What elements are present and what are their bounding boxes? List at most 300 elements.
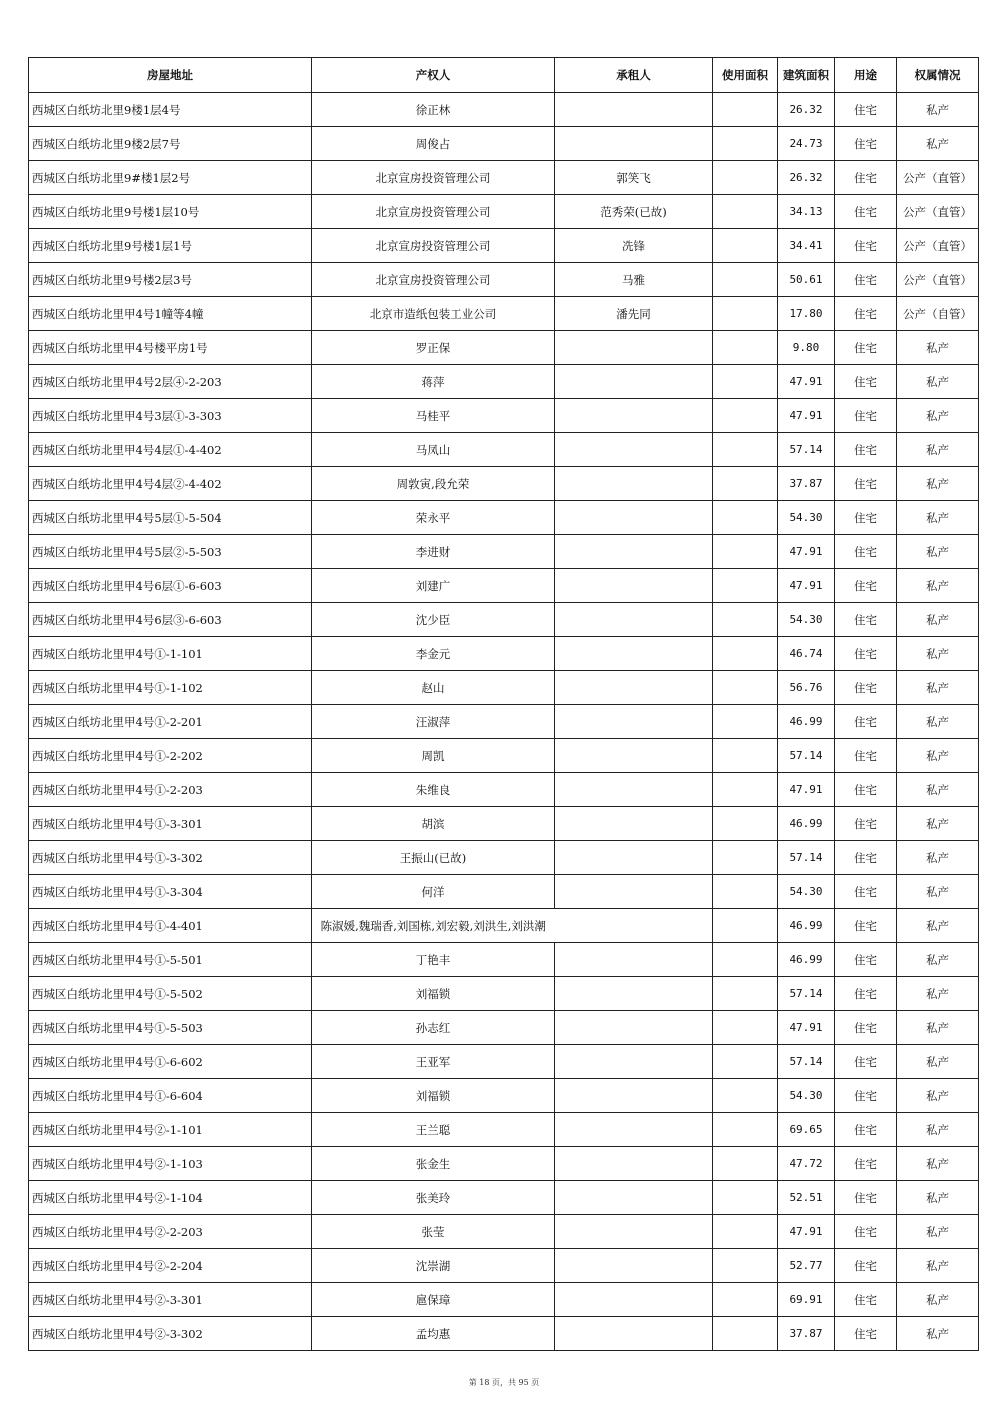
owner-cell: 马桂平 [312,399,555,433]
address-cell: 西城区白纸坊北里甲4号6层①-6-603 [29,569,312,603]
build-area-cell: 57.14 [778,977,835,1011]
use-area-cell [713,365,778,399]
address-cell: 西城区白纸坊北里甲4号①-3-301 [29,807,312,841]
usage-cell: 住宅 [835,977,897,1011]
header-row [29,58,979,93]
rights-cell: 私产 [897,1113,979,1147]
rights-cell: 私产 [897,1283,979,1317]
build-area-cell: 52.77 [778,1249,835,1283]
use-area-cell [713,297,778,331]
build-area-cell: 9.80 [778,331,835,365]
address-cell: 西城区白纸坊北里甲4号②-2-204 [29,1249,312,1283]
owner-cell: 北京市造纸包装工业公司 [312,297,555,331]
address-cell: 西城区白纸坊北里甲4号①-1-102 [29,671,312,705]
tenant-cell: 郭笑飞 [555,161,713,195]
owner-cell: 周敦寅,段允荣 [312,467,555,501]
address-cell: 西城区白纸坊北里甲4号5层①-5-504 [29,501,312,535]
rights-cell: 私产 [897,909,979,943]
address-cell: 西城区白纸坊北里甲4号①-1-101 [29,637,312,671]
usage-cell: 住宅 [835,705,897,739]
table-row [29,807,979,841]
tenant-cell [555,1113,713,1147]
owner-cell: 刘福锁 [312,1079,555,1113]
rights-cell: 私产 [897,93,979,127]
use-area-cell [713,433,778,467]
rights-cell: 公产（直管） [897,195,979,229]
owner-cell: 马凤山 [312,433,555,467]
table-row [29,535,979,569]
usage-cell: 住宅 [835,943,897,977]
rights-cell: 公产（直管） [897,161,979,195]
address-cell: 西城区白纸坊北里9楼2层7号 [29,127,312,161]
column-header-address: 房屋地址 [29,58,312,93]
address-cell: 西城区白纸坊北里甲4号5层②-5-503 [29,535,312,569]
tenant-cell [555,501,713,535]
tenant-cell [555,399,713,433]
owner-cell: 北京宣房投资管理公司 [312,161,555,195]
tenant-cell [555,807,713,841]
usage-cell: 住宅 [835,127,897,161]
usage-cell: 住宅 [835,1249,897,1283]
address-cell: 西城区白纸坊北里甲4号①-2-202 [29,739,312,773]
rights-cell: 私产 [897,841,979,875]
use-area-cell [713,841,778,875]
owner-cell: 王振山(已故) [312,841,555,875]
table-row [29,1079,979,1113]
build-area-cell: 52.51 [778,1181,835,1215]
address-cell: 西城区白纸坊北里甲4号①-5-503 [29,1011,312,1045]
owner-cell: 胡滨 [312,807,555,841]
usage-cell: 住宅 [835,603,897,637]
usage-cell: 住宅 [835,501,897,535]
use-area-cell [713,535,778,569]
owner-cell: 陈淑媛,魏瑞香,刘国栋,刘宏毅,刘洪生,刘洪潮 [312,909,555,943]
use-area-cell [713,637,778,671]
use-area-cell [713,943,778,977]
owner-cell: 李金元 [312,637,555,671]
usage-cell: 住宅 [835,671,897,705]
page-footer: 第 18 页，共 95 页 [468,1378,540,1387]
use-area-cell [713,229,778,263]
tenant-cell [555,705,713,739]
build-area-cell: 47.91 [778,569,835,603]
usage-cell: 住宅 [835,739,897,773]
tenant-cell [555,365,713,399]
use-area-cell [713,671,778,705]
usage-cell: 住宅 [835,875,897,909]
use-area-cell [713,603,778,637]
owner-cell: 周凯 [312,739,555,773]
tenant-cell [555,569,713,603]
owner-cell: 罗正保 [312,331,555,365]
build-area-cell: 37.87 [778,467,835,501]
tenant-cell: 范秀荣(已故) [555,195,713,229]
table-row [29,1249,979,1283]
owner-cell: 北京宣房投资管理公司 [312,263,555,297]
column-header-use-area: 使用面积 [713,58,778,93]
usage-cell: 住宅 [835,433,897,467]
rights-cell: 私产 [897,399,979,433]
use-area-cell [713,1113,778,1147]
table-row [29,739,979,773]
build-area-cell: 54.30 [778,1079,835,1113]
tenant-cell [555,1011,713,1045]
rights-cell: 私产 [897,705,979,739]
table-row [29,1181,979,1215]
column-header-tenant: 承租人 [555,58,713,93]
tenant-cell [555,773,713,807]
tenant-cell [555,1181,713,1215]
use-area-cell [713,501,778,535]
tenant-cell [555,93,713,127]
address-cell: 西城区白纸坊北里甲4号②-1-103 [29,1147,312,1181]
address-cell: 西城区白纸坊北里甲4号6层③-6-603 [29,603,312,637]
use-area-cell [713,807,778,841]
table-row [29,1215,979,1249]
table-row [29,263,979,297]
usage-cell: 住宅 [835,1079,897,1113]
owner-cell: 周俊占 [312,127,555,161]
use-area-cell [713,1147,778,1181]
owner-cell: 徐正林 [312,93,555,127]
tenant-cell [555,637,713,671]
column-header-owner: 产权人 [312,58,555,93]
address-cell: 西城区白纸坊北里甲4号①-3-304 [29,875,312,909]
rights-cell: 私产 [897,603,979,637]
tenant-cell [555,1215,713,1249]
build-area-cell: 46.74 [778,637,835,671]
address-cell: 西城区白纸坊北里甲4号①-2-203 [29,773,312,807]
table-row [29,875,979,909]
usage-cell: 住宅 [835,229,897,263]
use-area-cell [713,909,778,943]
usage-cell: 住宅 [835,297,897,331]
use-area-cell [713,1011,778,1045]
owner-cell: 张莹 [312,1215,555,1249]
tenant-cell [555,331,713,365]
tenant-cell [555,535,713,569]
build-area-cell: 17.80 [778,297,835,331]
owner-cell: 朱维良 [312,773,555,807]
rights-cell: 私产 [897,739,979,773]
tenant-cell [555,467,713,501]
tenant-cell [555,875,713,909]
use-area-cell [713,195,778,229]
address-cell: 西城区白纸坊北里甲4号②-1-104 [29,1181,312,1215]
address-cell: 西城区白纸坊北里甲4号②-3-302 [29,1317,312,1351]
table-body [29,93,979,1351]
address-cell: 西城区白纸坊北里甲4号3层①-3-303 [29,399,312,433]
tenant-cell [555,977,713,1011]
rights-cell: 私产 [897,1181,979,1215]
rights-cell: 私产 [897,331,979,365]
address-cell: 西城区白纸坊北里甲4号楼平房1号 [29,331,312,365]
rights-cell: 私产 [897,773,979,807]
build-area-cell: 47.91 [778,535,835,569]
rights-cell: 私产 [897,1215,979,1249]
build-area-cell: 57.14 [778,739,835,773]
tenant-cell [555,1079,713,1113]
build-area-cell: 57.14 [778,433,835,467]
tenant-cell [555,127,713,161]
build-area-cell: 26.32 [778,161,835,195]
rights-cell: 私产 [897,1317,979,1351]
usage-cell: 住宅 [835,841,897,875]
column-header-usage: 用途 [835,58,897,93]
use-area-cell [713,1283,778,1317]
table-row [29,637,979,671]
owner-cell: 孟均惠 [312,1317,555,1351]
address-cell: 西城区白纸坊北里9号楼2层3号 [29,263,312,297]
owner-cell: 张金生 [312,1147,555,1181]
address-cell: 西城区白纸坊北里甲4号①-5-501 [29,943,312,977]
use-area-cell [713,977,778,1011]
usage-cell: 住宅 [835,263,897,297]
rights-cell: 私产 [897,943,979,977]
build-area-cell: 46.99 [778,705,835,739]
address-cell: 西城区白纸坊北里甲4号4层②-4-402 [29,467,312,501]
owner-cell: 李进财 [312,535,555,569]
build-area-cell: 46.99 [778,807,835,841]
tenant-cell: 冼锋 [555,229,713,263]
build-area-cell: 47.91 [778,1215,835,1249]
address-cell: 西城区白纸坊北里甲4号②-2-203 [29,1215,312,1249]
table-row [29,1011,979,1045]
build-area-cell: 47.91 [778,365,835,399]
owner-cell: 何洋 [312,875,555,909]
usage-cell: 住宅 [835,1317,897,1351]
table-row [29,943,979,977]
rights-cell: 私产 [897,535,979,569]
table-row [29,93,979,127]
address-cell: 西城区白纸坊北里甲4号2层④-2-203 [29,365,312,399]
build-area-cell: 54.30 [778,501,835,535]
use-area-cell [713,1045,778,1079]
usage-cell: 住宅 [835,909,897,943]
table-row [29,671,979,705]
rights-cell: 私产 [897,365,979,399]
table-row [29,297,979,331]
rights-cell: 私产 [897,875,979,909]
table-row [29,229,979,263]
usage-cell: 住宅 [835,93,897,127]
table-row [29,399,979,433]
tenant-cell: 潘先同 [555,297,713,331]
use-area-cell [713,263,778,297]
tenant-cell [555,1283,713,1317]
rights-cell: 私产 [897,1045,979,1079]
usage-cell: 住宅 [835,399,897,433]
owner-cell: 北京宣房投资管理公司 [312,195,555,229]
table-row [29,127,979,161]
address-cell: 西城区白纸坊北里9号楼1层10号 [29,195,312,229]
use-area-cell [713,399,778,433]
build-area-cell: 54.30 [778,875,835,909]
table-row [29,1045,979,1079]
build-area-cell: 57.14 [778,841,835,875]
build-area-cell: 34.41 [778,229,835,263]
table-row [29,569,979,603]
usage-cell: 住宅 [835,1147,897,1181]
address-cell: 西城区白纸坊北里甲4号①-3-302 [29,841,312,875]
tenant-cell [555,1147,713,1181]
usage-cell: 住宅 [835,195,897,229]
owner-cell: 北京宣房投资管理公司 [312,229,555,263]
use-area-cell [713,739,778,773]
owner-cell: 刘建广 [312,569,555,603]
tenant-cell [555,739,713,773]
rights-cell: 私产 [897,127,979,161]
column-header-build-area: 建筑面积 [778,58,835,93]
table-row [29,1147,979,1181]
use-area-cell [713,1079,778,1113]
rights-cell: 私产 [897,671,979,705]
usage-cell: 住宅 [835,1011,897,1045]
tenant-cell [555,1317,713,1351]
table-row [29,195,979,229]
build-area-cell: 46.99 [778,909,835,943]
build-area-cell: 47.91 [778,773,835,807]
tenant-cell [555,943,713,977]
use-area-cell [713,1215,778,1249]
owner-cell: 沈少臣 [312,603,555,637]
use-area-cell [713,705,778,739]
tenant-cell [555,841,713,875]
build-area-cell: 69.65 [778,1113,835,1147]
build-area-cell: 54.30 [778,603,835,637]
rights-cell: 私产 [897,501,979,535]
rights-cell: 私产 [897,1147,979,1181]
rights-cell: 公产（直管） [897,229,979,263]
build-area-cell: 56.76 [778,671,835,705]
rights-cell: 私产 [897,467,979,501]
usage-cell: 住宅 [835,161,897,195]
table-row [29,977,979,1011]
table-row [29,1113,979,1147]
address-cell: 西城区白纸坊北里甲4号②-3-301 [29,1283,312,1317]
tenant-cell [555,671,713,705]
address-cell: 西城区白纸坊北里甲4号①-4-401 [29,909,312,943]
address-cell: 西城区白纸坊北里甲4号①-6-602 [29,1045,312,1079]
usage-cell: 住宅 [835,1215,897,1249]
table-row [29,705,979,739]
build-area-cell: 37.87 [778,1317,835,1351]
address-cell: 西城区白纸坊北里甲4号②-1-101 [29,1113,312,1147]
rights-cell: 私产 [897,977,979,1011]
tenant-cell [555,1045,713,1079]
use-area-cell [713,1317,778,1351]
usage-cell: 住宅 [835,1283,897,1317]
owner-cell: 蒋萍 [312,365,555,399]
table-row [29,909,979,943]
address-cell: 西城区白纸坊北里9号楼1层1号 [29,229,312,263]
build-area-cell: 47.91 [778,399,835,433]
table-row [29,161,979,195]
table-row [29,433,979,467]
usage-cell: 住宅 [835,1113,897,1147]
rights-cell: 私产 [897,1011,979,1045]
usage-cell: 住宅 [835,535,897,569]
usage-cell: 住宅 [835,569,897,603]
tenant-cell [555,603,713,637]
owner-cell: 张美玲 [312,1181,555,1215]
address-cell: 西城区白纸坊北里9#楼1层2号 [29,161,312,195]
owner-cell: 刘福锁 [312,977,555,1011]
use-area-cell [713,331,778,365]
address-cell: 西城区白纸坊北里甲4号①-5-502 [29,977,312,1011]
use-area-cell [713,875,778,909]
rights-cell: 公产（自管） [897,297,979,331]
owner-cell: 沈崇湖 [312,1249,555,1283]
owner-cell: 赵山 [312,671,555,705]
build-area-cell: 34.13 [778,195,835,229]
use-area-cell [713,161,778,195]
usage-cell: 住宅 [835,637,897,671]
tenant-cell: 马雅 [555,263,713,297]
use-area-cell [713,93,778,127]
table-row [29,331,979,365]
build-area-cell: 46.99 [778,943,835,977]
rights-cell: 私产 [897,1079,979,1113]
rights-cell: 私产 [897,637,979,671]
table-row [29,501,979,535]
table-row [29,1317,979,1351]
address-cell: 西城区白纸坊北里甲4号①-6-604 [29,1079,312,1113]
build-area-cell: 24.73 [778,127,835,161]
use-area-cell [713,569,778,603]
address-cell: 西城区白纸坊北里甲4号①-2-201 [29,705,312,739]
build-area-cell: 57.14 [778,1045,835,1079]
build-area-cell: 47.91 [778,1011,835,1045]
owner-cell: 荣永平 [312,501,555,535]
table-row [29,365,979,399]
owner-cell: 孙志红 [312,1011,555,1045]
tenant-cell [555,433,713,467]
rights-cell: 私产 [897,807,979,841]
rights-cell: 私产 [897,1249,979,1283]
table-row [29,467,979,501]
table-row [29,773,979,807]
usage-cell: 住宅 [835,1045,897,1079]
address-cell: 西城区白纸坊北里甲4号1幢等4幢 [29,297,312,331]
owner-cell: 王亚军 [312,1045,555,1079]
table-row [29,841,979,875]
use-area-cell [713,1249,778,1283]
address-cell: 西城区白纸坊北里9楼1层4号 [29,93,312,127]
build-area-cell: 69.91 [778,1283,835,1317]
rights-cell: 私产 [897,433,979,467]
use-area-cell [713,467,778,501]
tenant-cell [555,909,713,943]
use-area-cell [713,127,778,161]
owner-cell: 王兰聪 [312,1113,555,1147]
usage-cell: 住宅 [835,331,897,365]
table-row [29,603,979,637]
tenant-cell [555,1249,713,1283]
usage-cell: 住宅 [835,773,897,807]
rights-cell: 公产（直管） [897,263,979,297]
build-area-cell: 26.32 [778,93,835,127]
owner-cell: 汪淑萍 [312,705,555,739]
use-area-cell [713,773,778,807]
usage-cell: 住宅 [835,807,897,841]
owner-cell: 丁艳丰 [312,943,555,977]
build-area-cell: 47.72 [778,1147,835,1181]
usage-cell: 住宅 [835,365,897,399]
build-area-cell: 50.61 [778,263,835,297]
use-area-cell [713,1181,778,1215]
owner-cell: 扈保璋 [312,1283,555,1317]
